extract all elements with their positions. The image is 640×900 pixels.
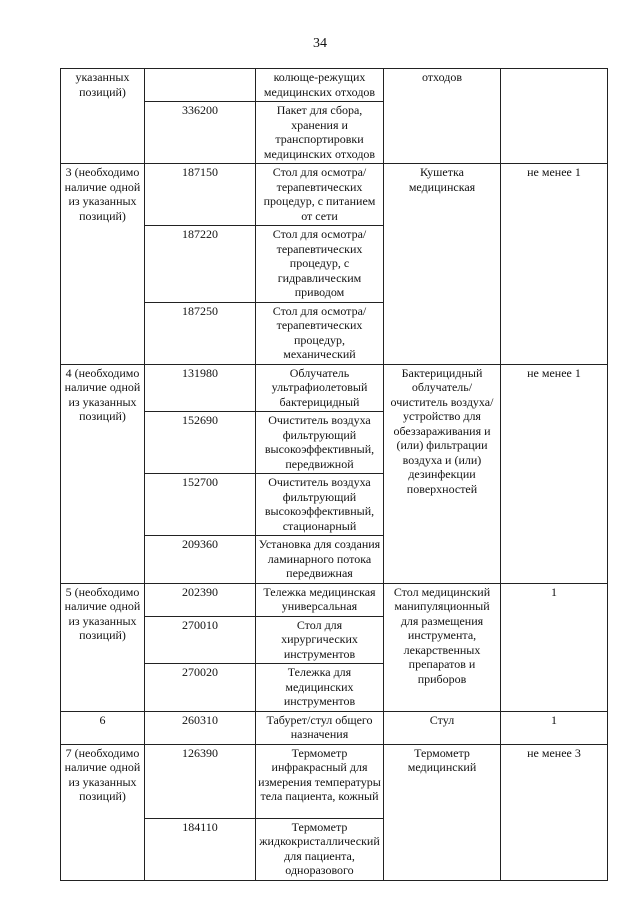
- code-cell: 209360: [145, 536, 256, 584]
- table-row: [61, 583, 608, 616]
- code-cell: [145, 69, 256, 102]
- name-cell: Термометр инфракрасный для измерения температуры тела пациента, кожный: [256, 744, 384, 818]
- code-cell: 152700: [145, 474, 256, 536]
- kind-cell: Стул: [384, 711, 501, 744]
- code-cell: 131980: [145, 364, 256, 412]
- qty-cell: не менее 1: [501, 364, 608, 583]
- code-cell: 187220: [145, 226, 256, 303]
- name-cell: колюще-режущих медицинских отходов: [256, 69, 384, 102]
- name-cell: Очиститель воздуха фильтрующий высокоэффективный, передвижной: [256, 412, 384, 474]
- code-cell: 336200: [145, 102, 256, 164]
- name-cell: Очиститель воздуха фильтрующий высокоэффективный, стационарный: [256, 474, 384, 536]
- code-cell: 270010: [145, 616, 256, 664]
- kind-cell: отходов: [384, 69, 501, 164]
- name-cell: Облучатель ультрафиолетовый бактерицидный: [256, 364, 384, 412]
- qty-cell: не менее 3: [501, 744, 608, 880]
- table-row: [61, 744, 608, 818]
- page-number: 34: [313, 36, 327, 51]
- code-cell: 260310: [145, 711, 256, 744]
- group-cell: 5 (необходимо наличие одной из указанных позиций): [61, 583, 145, 711]
- code-cell: 184110: [145, 818, 256, 880]
- name-cell: Стол для хирургических инструментов: [256, 616, 384, 664]
- code-cell: 126390: [145, 744, 256, 818]
- name-cell: Установка для создания ламинарного потока передвижная: [256, 536, 384, 584]
- kind-cell: Стол медицинский манипуляционный для размещения инструмента, лекарственных препаратов и приборов: [384, 583, 501, 711]
- table-row: [61, 69, 608, 102]
- code-cell: 152690: [145, 412, 256, 474]
- qty-cell: [501, 69, 608, 164]
- equipment-table: [60, 68, 608, 881]
- group-cell: 4 (необходимо наличие одной из указанных позиций): [61, 364, 145, 583]
- name-cell: Табурет/стул общего назначения: [256, 711, 384, 744]
- group-cell: 3 (необходимо наличие одной из указанных позиций): [61, 164, 145, 365]
- code-cell: 187250: [145, 302, 256, 364]
- name-cell: Пакет для сбора, хранения и транспортировки медицинских отходов: [256, 102, 384, 164]
- qty-cell: 1: [501, 583, 608, 711]
- qty-cell: не менее 1: [501, 164, 608, 365]
- group-cell: 7 (необходимо наличие одной из указанных позиций): [61, 744, 145, 880]
- table-row: [61, 364, 608, 412]
- name-cell: Тележка для медицинских инструментов: [256, 664, 384, 712]
- group-cell: указанных позиций): [61, 69, 145, 164]
- kind-cell: Кушетка медицинская: [384, 164, 501, 365]
- code-cell: 270020: [145, 664, 256, 712]
- name-cell: Стол для осмотра/ терапевтических процедур, с питанием от сети: [256, 164, 384, 226]
- kind-cell: Термометр медицинский: [384, 744, 501, 880]
- code-cell: 187150: [145, 164, 256, 226]
- table-row: [61, 711, 608, 744]
- code-cell: 202390: [145, 583, 256, 616]
- group-cell: 6: [61, 711, 145, 744]
- name-cell: Стол для осмотра/ терапевтических процедур, механический: [256, 302, 384, 364]
- name-cell: Стол для осмотра/ терапевтических процедур, с гидравлическим приводом: [256, 226, 384, 303]
- name-cell: Термометр жидкокристаллический для пациента, одноразового: [256, 818, 384, 880]
- table-row: [61, 164, 608, 226]
- name-cell: Тележка медицинская универсальная: [256, 583, 384, 616]
- qty-cell: 1: [501, 711, 608, 744]
- kind-cell: Бактерицидный облучатель/ очиститель воздуха/ устройство для обеззараживания и (или) фильтрации воздуха и (или) дезинфекции поверхностей: [384, 364, 501, 583]
